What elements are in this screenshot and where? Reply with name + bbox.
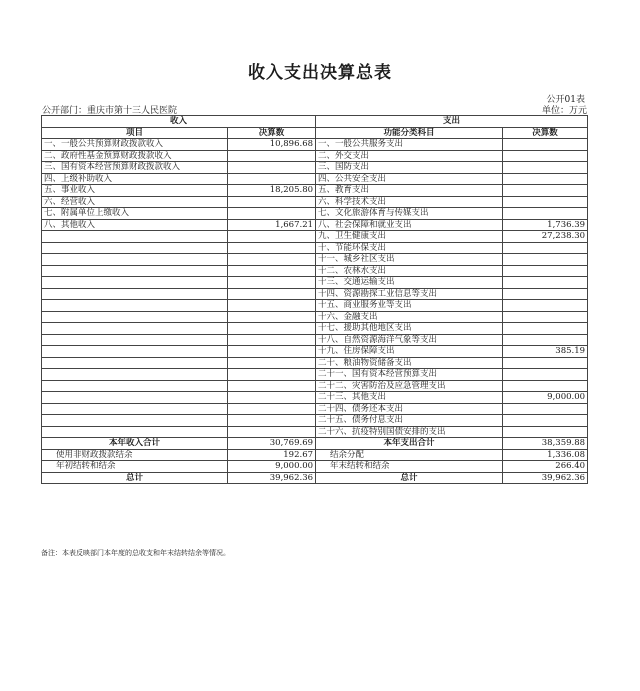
expense-total-label: 本年支出合计 [316, 438, 503, 450]
expense-item: 十、节能环保支出 [316, 242, 503, 254]
grand-total-income: 39,962.36 [228, 472, 316, 484]
expense-amount [503, 288, 588, 300]
expense-item: 八、社会保障和就业支出 [316, 219, 503, 231]
income-item [42, 403, 228, 415]
income-amount [228, 150, 316, 162]
nonfiscal-balance-value: 192.67 [228, 449, 316, 461]
expense-item: 十五、商业服务业等支出 [316, 300, 503, 312]
table-row [42, 357, 588, 369]
summary-row [42, 461, 588, 473]
expense-amount [503, 242, 588, 254]
income-item: 五、事业收入 [42, 185, 228, 197]
income-total-value: 30,769.69 [228, 438, 316, 450]
income-amount [228, 300, 316, 312]
expense-amount [503, 196, 588, 208]
income-amount [228, 380, 316, 392]
table-row [42, 288, 588, 300]
expense-amount [503, 311, 588, 323]
expense-amount: 27,238.30 [503, 231, 588, 243]
income-item: 六、经营收入 [42, 196, 228, 208]
expense-item: 二十、粮油物资储备支出 [316, 357, 503, 369]
table-row [42, 196, 588, 208]
income-amount [228, 403, 316, 415]
income-expense-table [41, 115, 588, 484]
expense-item: 二十二、灾害防治及应急管理支出 [316, 380, 503, 392]
income-amount [228, 323, 316, 335]
table-row [42, 392, 588, 404]
income-amount [228, 196, 316, 208]
expense-amount [503, 426, 588, 438]
expense-amount [503, 277, 588, 289]
form-number: 公开01表 [546, 95, 585, 105]
page-title: 收入支出决算总表 [248, 63, 392, 83]
column-header-row [42, 127, 588, 139]
table-row [42, 242, 588, 254]
department-label: 公开部门：重庆市第十三人民医院 [42, 106, 178, 116]
section-header-row [42, 116, 588, 128]
expense-item: 七、文化旅游体育与传媒支出 [316, 208, 503, 220]
unit-label: 单位：万元 [541, 106, 587, 116]
income-item: 一、一般公共预算财政拨款收入 [42, 139, 228, 151]
income-item [42, 346, 228, 358]
expense-amount [503, 254, 588, 266]
income-amount: 1,667.21 [228, 219, 316, 231]
income-amount [228, 173, 316, 185]
income-item [42, 357, 228, 369]
income-item [42, 392, 228, 404]
income-item [42, 288, 228, 300]
expense-amount [503, 173, 588, 185]
table-row [42, 323, 588, 335]
table-row [42, 254, 588, 266]
expense-total-value: 38,359.88 [503, 438, 588, 450]
carryover-begin-value: 9,000.00 [228, 461, 316, 473]
expense-amount [503, 369, 588, 381]
balance-distribution-value: 1,336.08 [503, 449, 588, 461]
expense-amount [503, 185, 588, 197]
income-item: 二、政府性基金预算财政拨款收入 [42, 150, 228, 162]
income-item [42, 334, 228, 346]
income-amount [228, 415, 316, 427]
expense-amount [503, 162, 588, 174]
income-amount [228, 426, 316, 438]
income-item [42, 242, 228, 254]
income-amount [228, 357, 316, 369]
expense-item: 十六、金融支出 [316, 311, 503, 323]
table-row [42, 300, 588, 312]
income-amount [228, 162, 316, 174]
column-header-amount: 决算数 [228, 127, 316, 139]
grand-total-label: 总计 [316, 472, 503, 484]
table-row [42, 311, 588, 323]
carryover-end-label: 年末结转和结余 [316, 461, 503, 473]
column-header-function: 功能分类科目 [316, 127, 503, 139]
income-amount [228, 254, 316, 266]
column-header-item: 项目 [42, 127, 228, 139]
expense-item: 五、教育支出 [316, 185, 503, 197]
income-item [42, 426, 228, 438]
income-item: 四、上级补助收入 [42, 173, 228, 185]
expense-amount: 1,736.39 [503, 219, 588, 231]
expense-item: 十三、交通运输支出 [316, 277, 503, 289]
expense-item: 十八、自然资源海洋气象等支出 [316, 334, 503, 346]
income-amount [228, 369, 316, 381]
expense-amount [503, 150, 588, 162]
expense-amount [503, 334, 588, 346]
expense-amount [503, 357, 588, 369]
nonfiscal-balance-label: 使用非财政拨款结余 [42, 449, 228, 461]
table-row [42, 173, 588, 185]
expense-amount [503, 403, 588, 415]
income-item [42, 300, 228, 312]
income-amount [228, 288, 316, 300]
table-row [42, 334, 588, 346]
income-amount [228, 242, 316, 254]
income-item [42, 415, 228, 427]
expense-item: 十四、资源勘探工业信息等支出 [316, 288, 503, 300]
expense-amount: 9,000.00 [503, 392, 588, 404]
table-row [42, 265, 588, 277]
expense-item: 十七、援助其他地区支出 [316, 323, 503, 335]
income-amount [228, 277, 316, 289]
income-amount [228, 265, 316, 277]
income-amount [228, 334, 316, 346]
expense-item: 四、公共安全支出 [316, 173, 503, 185]
table-row [42, 369, 588, 381]
table-row [42, 139, 588, 151]
carryover-end-value: 266.40 [503, 461, 588, 473]
expense-amount [503, 208, 588, 220]
income-amount [228, 231, 316, 243]
income-item: 三、国有资本经营预算财政拨款收入 [42, 162, 228, 174]
income-item [42, 323, 228, 335]
income-item [42, 311, 228, 323]
expense-amount [503, 265, 588, 277]
income-item [42, 369, 228, 381]
summary-row [42, 449, 588, 461]
income-item [42, 380, 228, 392]
table-row [42, 231, 588, 243]
table-row [42, 219, 588, 231]
income-section-header: 收入 [42, 116, 316, 128]
footnote: 备注：本表反映部门本年度的总收支和年末结转结余等情况。 [41, 549, 230, 557]
income-item [42, 265, 228, 277]
income-item [42, 231, 228, 243]
income-amount [228, 208, 316, 220]
income-amount [228, 311, 316, 323]
table-row [42, 403, 588, 415]
table-row [42, 162, 588, 174]
income-item [42, 277, 228, 289]
table-row [42, 277, 588, 289]
carryover-begin-label: 年初结转和结余 [42, 461, 228, 473]
expense-item: 十一、城乡社区支出 [316, 254, 503, 266]
column-header-amount: 决算数 [503, 127, 588, 139]
expense-item: 六、科学技术支出 [316, 196, 503, 208]
expense-item: 二十五、债务付息支出 [316, 415, 503, 427]
expense-item: 十二、农林水支出 [316, 265, 503, 277]
expense-item: 二十六、抗疫特别国债安排的支出 [316, 426, 503, 438]
income-amount: 10,896.68 [228, 139, 316, 151]
table-row [42, 208, 588, 220]
expense-item: 二十四、债务还本支出 [316, 403, 503, 415]
expense-amount [503, 323, 588, 335]
expense-item: 二、外交支出 [316, 150, 503, 162]
income-item [42, 254, 228, 266]
expense-item: 二十三、其他支出 [316, 392, 503, 404]
expense-item: 二十一、国有资本经营预算支出 [316, 369, 503, 381]
expense-item: 三、国防支出 [316, 162, 503, 174]
income-item: 七、附属单位上缴收入 [42, 208, 228, 220]
expense-amount [503, 139, 588, 151]
grand-total-label: 总计 [42, 472, 228, 484]
table-row [42, 426, 588, 438]
income-amount [228, 392, 316, 404]
table-row [42, 150, 588, 162]
income-total-label: 本年收入合计 [42, 438, 228, 450]
grand-total-expense: 39,962.36 [503, 472, 588, 484]
summary-row [42, 438, 588, 450]
summary-row [42, 472, 588, 484]
balance-distribution-label: 结余分配 [316, 449, 503, 461]
table-row [42, 185, 588, 197]
expense-amount [503, 380, 588, 392]
income-amount: 18,205.80 [228, 185, 316, 197]
expense-amount [503, 415, 588, 427]
expense-item: 十九、住房保障支出 [316, 346, 503, 358]
income-amount [228, 346, 316, 358]
table-row [42, 415, 588, 427]
table-row [42, 346, 588, 358]
expense-amount [503, 300, 588, 312]
expense-amount: 385.19 [503, 346, 588, 358]
income-item: 八、其他收入 [42, 219, 228, 231]
expense-item: 九、卫生健康支出 [316, 231, 503, 243]
expense-section-header: 支出 [316, 116, 588, 128]
expense-item: 一、一般公共服务支出 [316, 139, 503, 151]
table-row [42, 380, 588, 392]
